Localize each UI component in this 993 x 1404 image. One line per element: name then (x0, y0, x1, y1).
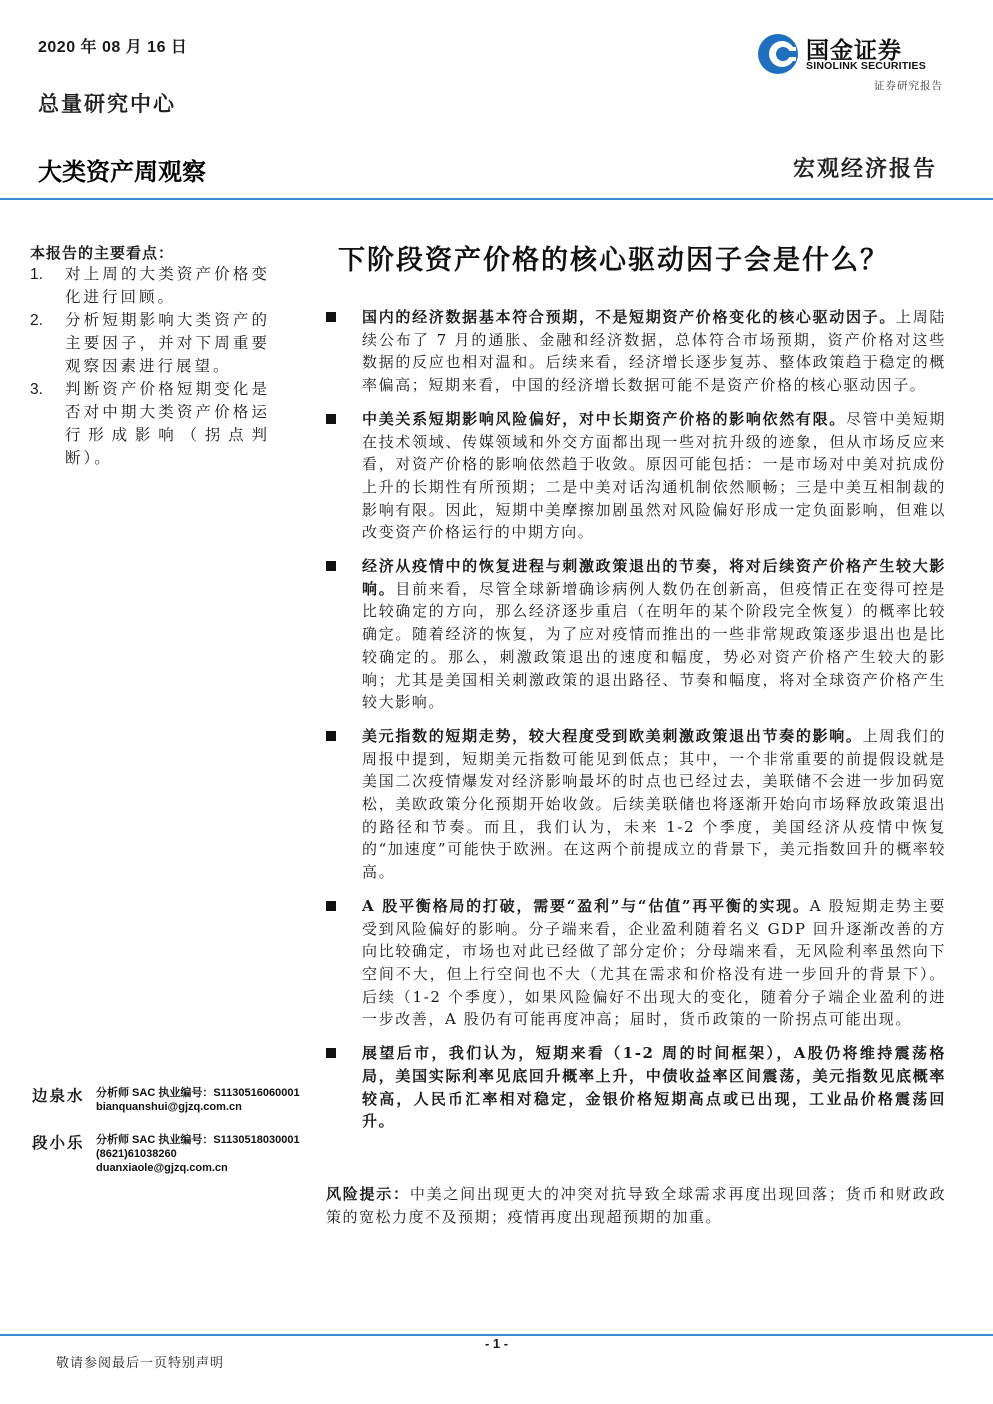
risk-warning (326, 1183, 946, 1229)
analyst-email: bianquanshui@gjzq.com.cn (96, 1101, 242, 1113)
list-text: 分析短期影响大类资产的主要因子，并对下周重要观察因素进行展望。 (65, 311, 270, 375)
analyst-info (96, 1086, 300, 1114)
analyst-info (96, 1133, 300, 1175)
bullet-item (326, 555, 946, 714)
bullet-text: 上周陆续公布了 7 月的通胀、金融和经济数据，总体符合市场预期，资产价格对这些数据的反应也相对温和。后续来看，经济增长逐步复苏、整体政策趋于稳定的概率偏高；短期来看，中国的经济增长数据可能不是资产价格的核心驱动因子。 (362, 308, 946, 395)
analyst-name: 边泉水 (32, 1086, 85, 1105)
bullet-square-icon (326, 901, 336, 911)
bullet-lead: 国内的经济数据基本符合预期，不是短期资产价格变化的核心驱动因子。 (362, 308, 897, 326)
summary-bullets (326, 306, 946, 1144)
logo-subtitle: 证券研究报告 (874, 80, 943, 92)
bullet-text: 尽管中美短期在技术领域、传媒领域和外交方面都出现一些对抗升级的迹象，但从市场反应来看，对资产价格的影响依然趋于收敛。原因可能包括：一是市场对中美对抗成份上升的长期性有所预期；二是中美对话沟通机制依然顺畅；三是中美互相制裁的影响有限。因此，短期中美摩擦加剧虽然对风险偏好形成一定负面影响，但难以改变资产价格运行的中期方向。 (362, 409, 946, 542)
analyst-sac-id: 分析师 SAC 执业编号：S1130518030001 (96, 1134, 300, 1146)
bullet-item (326, 306, 946, 397)
bullet-square-icon (326, 414, 336, 424)
list-text: 对上周的大类资产价格变化进行回顾。 (65, 265, 270, 306)
bullet-item (326, 1042, 946, 1133)
analyst-phone: (8621)61038260 (96, 1148, 177, 1160)
bullet-lead: 美元指数的短期走势，较大程度受到欧美刺激政策退出节奏的影响。 (362, 726, 863, 745)
bullet-lead: 中美关系短期影响风险偏好，对中长期资产价格的影响依然有限。 (362, 409, 846, 428)
risk-text: 中美之间出现更大的冲突对抗导致全球需求再度出现回落；货币和财政政策的宽松力度不及预期；疫情再度出现超预期的加重。 (326, 1185, 946, 1226)
bullet-text: 上周我们的周报中提到，短期美元指数可能见到低点；其中，一个非常重要的前提假设就是美国二次疫情爆发对经济影响最坏的时点也已经过去，美联储不会进一步加码宽松，美欧政策分化预期开始收敛。后续美联储也将逐渐开始向市场释放政策退出的路径和节奏。而且，我们认为，未来 1-2 个季度，美国经济从疫情中恢复的“加速度”可能快于欧洲。在这两个前提成立的背景下，美元指数回升的概率较高。 (362, 726, 946, 882)
research-center: 总量研究中心 (38, 91, 176, 116)
header-divider (0, 198, 993, 200)
list-text: 判断资产价格短期变化是否对中期大类资产价格运行形成影响（拐点判断）。 (65, 380, 270, 467)
logo-name-cn: 国金证券 (806, 38, 902, 64)
bullet-lead: A 股平衡格局的打破，需要“盈利”与“估值”再平衡的实现。 (362, 896, 810, 915)
analyst-name: 段小乐 (32, 1133, 85, 1152)
sidebar-heading: 本报告的主要看点： (30, 244, 175, 262)
report-date: 2020 年 08 月 16 日 (38, 39, 188, 56)
bullet-lead: 经济从疫情中的恢复进程与刺激政策退出的节奏，将对后续资产价格产生较大影响。 (362, 557, 946, 598)
page-number: - 1 - (484, 1336, 509, 1351)
bullet-square-icon (326, 561, 336, 571)
bullet-lead: 展望后市，我们认为，短期来看（1-2 周的时间框架），A股仍将维持震荡格局，美国实际利率见底回升概率上升，中债收益率区间震荡，美元指数见底概率较高，人民币汇率相对稳定，金银价格短期高点或已出现，工业品价格震荡回升。 (362, 1044, 946, 1131)
list-item (30, 309, 270, 378)
footer-disclaimer: 敬请参阅最后一页特别声明 (56, 1356, 225, 1371)
bullet-square-icon (326, 1048, 336, 1058)
sinolink-logo-icon (756, 32, 800, 76)
series-title: 大类资产周观察 (38, 158, 206, 186)
list-number: 1. (30, 266, 43, 283)
analyst-sac-id: 分析师 SAC 执业编号：S1130516060001 (96, 1087, 300, 1099)
key-points-list (30, 263, 270, 470)
bullet-text: 目前来看，尽管全球新增确诊病例人数仍在创新高，但疫情正在变得可控是比较确定的方向，那么经济逐步重启（在明年的某个阶段完全恢复）的概率比较确定。随着经济的恢复，为了应对疫情而推出的一些非常规政策逐步退出也是比较确定的。那么，刺激政策退出的速度和幅度，势必对资产价格产生较大的影响；尤其是美国相关刺激政策的退出路径、节奏和幅度，将对全球资产价格产生较大影响。 (362, 579, 947, 712)
bullet-square-icon (326, 731, 336, 741)
list-item (30, 378, 270, 470)
list-number: 3. (30, 381, 43, 398)
logo-name-en: SINOLINK SECURITIES (806, 60, 926, 72)
report-type: 宏观经济报告 (792, 156, 937, 182)
list-number: 2. (30, 312, 43, 329)
bullet-item (326, 895, 946, 1031)
report-title: 下阶段资产价格的核心驱动因子会是什么？ (338, 245, 889, 276)
analyst-email: duanxiaole@gjzq.com.cn (96, 1162, 228, 1174)
bullet-square-icon (326, 312, 336, 322)
risk-label: 风险提示： (326, 1185, 410, 1203)
list-item (30, 263, 270, 309)
bullet-item (326, 408, 946, 544)
bullet-text: A 股短期走势主要受到风险偏好的影响。分子端来看，企业盈利随着名义 GDP 回升逐渐改善的方向比较确定，市场也对此已经做了部分定价；分母端来看，无风险利率虽然向下空间不大，但上行空间也不大（尤其在需求和价格没有进一步回升的背景下）。后续（1-2 个季度），如果风险偏好不出现大的变化，随着分子端企业盈利的进一步改善，A 股仍有可能再度冲高；届时，货币政策的一阶拐点可能出现。 (362, 896, 946, 1029)
bullet-item (326, 725, 946, 884)
company-logo (756, 30, 946, 78)
